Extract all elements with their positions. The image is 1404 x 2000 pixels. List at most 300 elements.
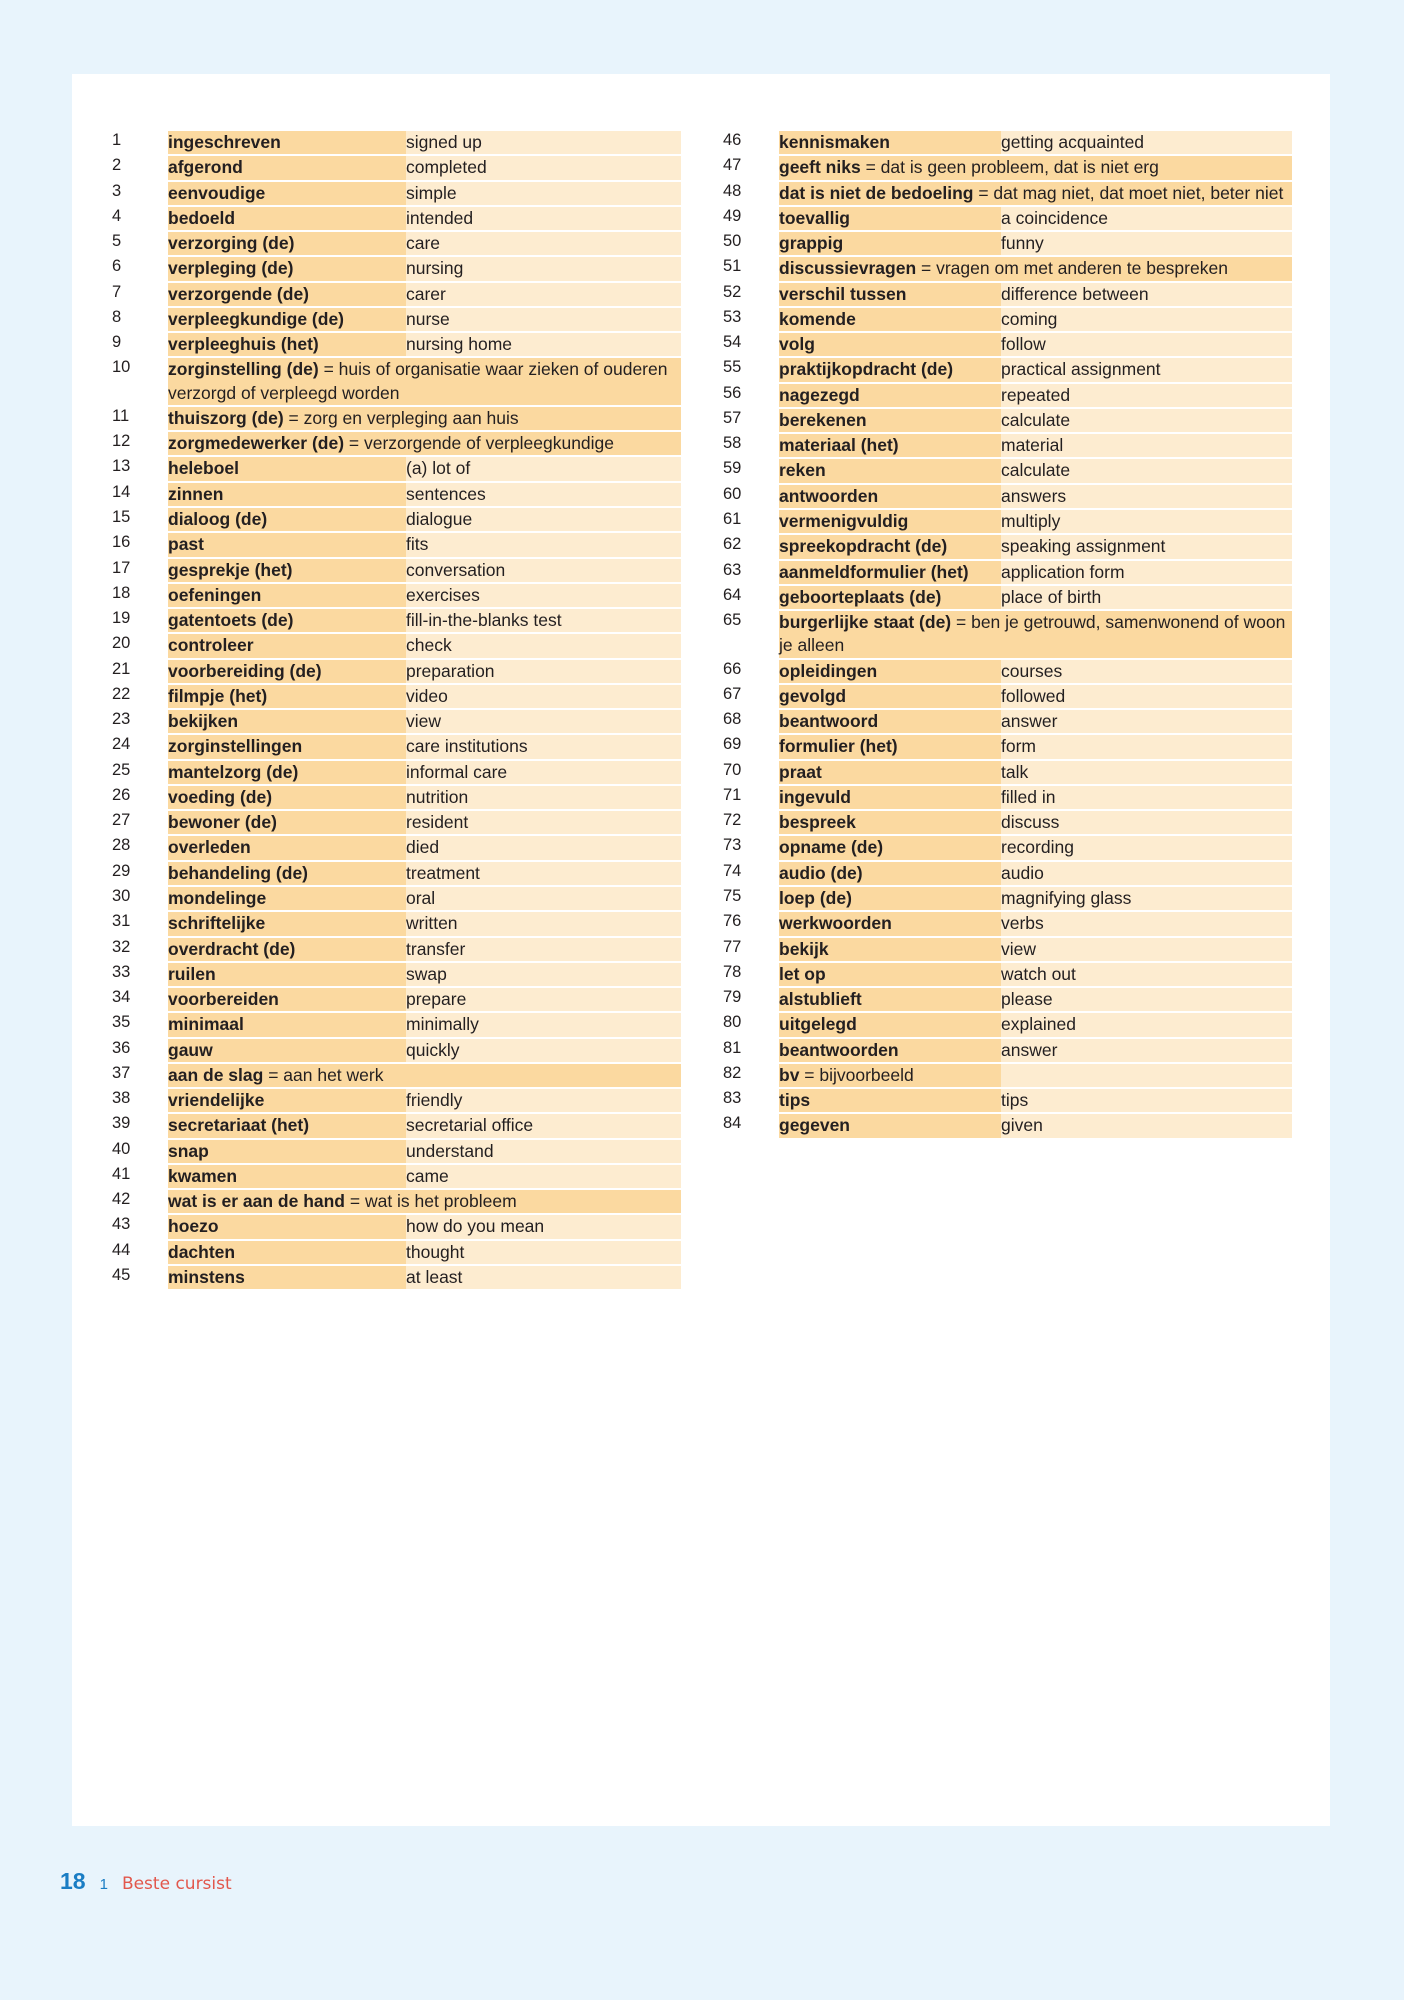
- footer-page-number: 18: [60, 1868, 86, 1894]
- vocab-term: verpleging (de): [168, 257, 406, 280]
- table-row: [723, 182, 1292, 205]
- vocab-term: formulier (het): [779, 735, 1001, 758]
- row-number: 65: [723, 611, 742, 630]
- vocab-term: ruilen: [168, 963, 406, 986]
- row-number: 55: [723, 358, 742, 377]
- vocab-term: zorginstellingen: [168, 735, 406, 758]
- row-number: 29: [112, 861, 131, 880]
- row-number: 74: [723, 861, 742, 880]
- vocab-translation: care institutions: [406, 735, 681, 758]
- row-number: 70: [723, 760, 742, 779]
- vocab-translation: understand: [406, 1140, 681, 1163]
- vocab-translation: answer: [1001, 710, 1292, 733]
- table-row: [723, 887, 1292, 910]
- table-row: [723, 535, 1292, 558]
- table-row: [112, 257, 681, 280]
- vocab-term: [779, 1064, 1001, 1087]
- table-row: [112, 710, 681, 733]
- row-number: 28: [112, 836, 131, 855]
- vocab-term: behandeling (de): [168, 862, 406, 885]
- vocab-term: bedoeld: [168, 207, 406, 230]
- vocab-term: heleboel: [168, 457, 406, 480]
- vocab-definition: = aan het werk: [263, 1064, 384, 1085]
- row-number: 2: [112, 156, 122, 175]
- vocab-term: uitgelegd: [779, 1013, 1001, 1036]
- table-row: [723, 938, 1292, 961]
- table-row: [112, 761, 681, 784]
- vocab-term: zinnen: [168, 483, 406, 506]
- vocab-term: opname (de): [779, 836, 1001, 859]
- row-number: 36: [112, 1038, 131, 1057]
- table-row: [112, 887, 681, 910]
- vocab-term: toevallig: [779, 207, 1001, 230]
- table-row: [723, 358, 1292, 381]
- table-row: [112, 938, 681, 961]
- vocab-term: beantwoord: [779, 710, 1001, 733]
- vocab-term: bekijken: [168, 710, 406, 733]
- vocab-term: overdracht (de): [168, 938, 406, 961]
- table-row: [723, 156, 1292, 179]
- vocab-translation: coming: [1001, 308, 1292, 331]
- vocab-term: dialoog (de): [168, 508, 406, 531]
- row-number: 46: [723, 131, 742, 149]
- row-number: 54: [723, 333, 742, 352]
- vocab-term: tips: [779, 1089, 1001, 1112]
- vocab-translation: practical assignment: [1001, 358, 1292, 381]
- row-number: 51: [723, 257, 742, 276]
- table-row: [112, 232, 681, 255]
- footer-chapter-number: 1: [99, 1876, 108, 1893]
- vocabulary-column-left: [112, 129, 681, 1291]
- table-row: [723, 1089, 1292, 1112]
- vocab-term: aanmeldformulier (het): [779, 561, 1001, 584]
- table-row: [723, 811, 1292, 834]
- vocab-term: ingeschreven: [168, 131, 406, 154]
- table-row: [112, 1013, 681, 1036]
- row-number: 41: [112, 1164, 131, 1183]
- table-row: [723, 685, 1292, 708]
- vocab-term: let op: [779, 963, 1001, 986]
- row-number: 80: [723, 1013, 742, 1032]
- vocab-term: voeding (de): [168, 786, 406, 809]
- vocab-translation: discuss: [1001, 811, 1292, 834]
- vocab-translation: answer: [1001, 1039, 1292, 1062]
- vocab-entry-full: [168, 432, 681, 455]
- vocab-term: secretariaat (het): [168, 1114, 406, 1137]
- vocab-translation: video: [406, 685, 681, 708]
- table-row: [723, 786, 1292, 809]
- table-row: [723, 586, 1292, 609]
- vocab-term: gevolgd: [779, 685, 1001, 708]
- vocab-translation: died: [406, 836, 681, 859]
- vocab-translation: [1001, 1064, 1292, 1087]
- vocab-term: voorbereiding (de): [168, 660, 406, 683]
- row-number: 16: [112, 533, 131, 552]
- vocab-term-bold: bv: [779, 1064, 800, 1085]
- vocab-translation: fill-in-the-blanks test: [406, 609, 681, 632]
- row-number: 18: [112, 583, 131, 602]
- table-row: [723, 485, 1292, 508]
- table-row: [723, 561, 1292, 584]
- row-number: 19: [112, 609, 131, 628]
- vocab-term: mondelinge: [168, 887, 406, 910]
- table-row: [112, 283, 681, 306]
- table-row: [112, 735, 681, 758]
- vocab-term: nagezegd: [779, 384, 1001, 407]
- vocab-term: past: [168, 533, 406, 556]
- vocab-term: gegeven: [779, 1114, 1001, 1137]
- row-number: 6: [112, 257, 122, 276]
- row-number: 40: [112, 1139, 131, 1158]
- vocab-translation: speaking assignment: [1001, 535, 1292, 558]
- vocab-translation: nursing: [406, 257, 681, 280]
- row-number: 71: [723, 785, 742, 804]
- row-number: 30: [112, 886, 131, 905]
- vocab-term: discussievragen: [779, 258, 917, 279]
- vocab-translation: conversation: [406, 559, 681, 582]
- vocabulary-column-right: [723, 129, 1292, 1291]
- vocab-translation: talk: [1001, 761, 1292, 784]
- vocab-translation: completed: [406, 156, 681, 179]
- vocab-term: komende: [779, 308, 1001, 331]
- table-row: [723, 1114, 1292, 1137]
- table-row: [112, 483, 681, 506]
- vocab-term: gatentoets (de): [168, 609, 406, 632]
- row-number: 56: [723, 383, 742, 402]
- vocab-translation: application form: [1001, 561, 1292, 584]
- vocab-entry-full: [779, 182, 1292, 205]
- vocab-term: mantelzorg (de): [168, 761, 406, 784]
- table-row: [112, 1266, 681, 1289]
- vocab-definition: = dat mag niet, dat moet niet, beter niet: [973, 182, 1284, 203]
- vocab-term: schriftelijke: [168, 912, 406, 935]
- vocab-definition: = zorg en verpleging aan huis: [283, 407, 519, 428]
- row-number: 78: [723, 962, 742, 981]
- vocab-term: bekijk: [779, 938, 1001, 961]
- vocab-term: verzorging (de): [168, 232, 406, 255]
- vocab-translation: informal care: [406, 761, 681, 784]
- table-row: [112, 1140, 681, 1163]
- vocab-term: bespreek: [779, 811, 1001, 834]
- row-number: 61: [723, 509, 742, 528]
- table-row: [112, 862, 681, 885]
- vocab-translation: form: [1001, 735, 1292, 758]
- table-row: [112, 207, 681, 230]
- vocab-translation: view: [406, 710, 681, 733]
- table-row: [112, 1165, 681, 1188]
- row-number: 58: [723, 434, 742, 453]
- table-row: [112, 508, 681, 531]
- row-number: 50: [723, 232, 742, 251]
- vocab-translation: signed up: [406, 131, 681, 154]
- row-number: 67: [723, 684, 742, 703]
- table-row: [723, 333, 1292, 356]
- table-row: [723, 1039, 1292, 1062]
- row-number: 33: [112, 962, 131, 981]
- row-number: 83: [723, 1089, 742, 1108]
- vocab-term: beantwoorden: [779, 1039, 1001, 1062]
- table-row: [723, 308, 1292, 331]
- vocabulary-table-right: [723, 129, 1292, 1140]
- row-number: 14: [112, 482, 131, 501]
- vocab-term: kennismaken: [779, 131, 1001, 154]
- table-row: [723, 611, 1292, 658]
- vocabulary-content: [112, 129, 1292, 1291]
- row-number: 38: [112, 1089, 131, 1108]
- footer-chapter-title: Beste cursist: [121, 1874, 232, 1894]
- vocab-translation: (a) lot of: [406, 457, 681, 480]
- vocab-translation: care: [406, 232, 681, 255]
- row-number: 37: [112, 1063, 131, 1082]
- table-row: [723, 836, 1292, 859]
- vocab-definition: = wat is het probleem: [345, 1191, 517, 1212]
- table-row: [112, 432, 681, 455]
- vocab-term: ingevuld: [779, 786, 1001, 809]
- vocab-term: minstens: [168, 1266, 406, 1289]
- vocab-term: hoezo: [168, 1215, 406, 1238]
- row-number: 44: [112, 1240, 131, 1259]
- vocab-term: dachten: [168, 1241, 406, 1264]
- vocab-term: geboorteplaats (de): [779, 586, 1001, 609]
- vocab-translation: followed: [1001, 685, 1292, 708]
- table-row: [112, 1064, 681, 1087]
- vocab-term: verzorgende (de): [168, 283, 406, 306]
- table-row: [723, 131, 1292, 154]
- row-number: 22: [112, 684, 131, 703]
- row-number: 10: [112, 358, 131, 377]
- vocab-term: loep (de): [779, 887, 1001, 910]
- vocab-term: gesprekje (het): [168, 559, 406, 582]
- vocab-definition: = verzorgende of verpleegkundige: [344, 433, 615, 454]
- vocab-term: thuiszorg (de): [168, 407, 284, 428]
- table-row: [112, 912, 681, 935]
- vocabulary-table-left: [112, 129, 681, 1291]
- vocab-translation: calculate: [1001, 459, 1292, 482]
- table-row: [723, 988, 1292, 1011]
- row-number: 66: [723, 659, 742, 678]
- table-row: [112, 308, 681, 331]
- table-row: [112, 333, 681, 356]
- vocab-term: volg: [779, 333, 1001, 356]
- vocab-translation: how do you mean: [406, 1215, 681, 1238]
- vocab-definition: = huis of organisatie waar zieken of ouderen verzorgd of verpleegd worden: [168, 359, 668, 403]
- table-row: [723, 409, 1292, 432]
- row-number: 75: [723, 886, 742, 905]
- vocab-term: verpleegkundige (de): [168, 308, 406, 331]
- vocab-term: opleidingen: [779, 660, 1001, 683]
- vocab-translation: treatment: [406, 862, 681, 885]
- vocab-translation: filled in: [1001, 786, 1292, 809]
- vocab-translation: secretarial office: [406, 1114, 681, 1137]
- table-row: [112, 609, 681, 632]
- vocab-translation: sentences: [406, 483, 681, 506]
- table-row: [723, 232, 1292, 255]
- vocab-translation: place of birth: [1001, 586, 1292, 609]
- vocab-translation: fits: [406, 533, 681, 556]
- row-number: 31: [112, 912, 131, 931]
- vocab-term: praktijkopdracht (de): [779, 358, 1001, 381]
- vocab-term: overleden: [168, 836, 406, 859]
- vocab-term: wat is er aan de hand: [168, 1191, 345, 1212]
- vocab-translation: resident: [406, 811, 681, 834]
- vocab-term: snap: [168, 1140, 406, 1163]
- table-row: [112, 156, 681, 179]
- row-number: 11: [112, 406, 130, 425]
- vocab-translation: given: [1001, 1114, 1292, 1137]
- vocab-translation: a coincidence: [1001, 207, 1292, 230]
- vocab-definition: = dat is geen probleem, dat is niet erg: [860, 157, 1159, 178]
- vocab-term: vermenigvuldig: [779, 510, 1001, 533]
- vocab-term: reken: [779, 459, 1001, 482]
- row-number: 47: [723, 156, 742, 175]
- vocab-translation: simple: [406, 182, 681, 205]
- vocab-term: audio (de): [779, 862, 1001, 885]
- row-number: 49: [723, 206, 742, 225]
- row-number: 81: [723, 1038, 742, 1057]
- vocab-term: berekenen: [779, 409, 1001, 432]
- row-number: 21: [112, 659, 131, 678]
- row-number: 72: [723, 811, 742, 830]
- row-number: 9: [112, 333, 122, 352]
- vocab-term: verschil tussen: [779, 283, 1001, 306]
- table-row: [112, 988, 681, 1011]
- row-number: 63: [723, 560, 742, 579]
- row-number: 62: [723, 535, 742, 554]
- vocab-term: afgerond: [168, 156, 406, 179]
- table-row: [112, 1215, 681, 1238]
- vocab-entry-full: [168, 1064, 681, 1087]
- row-number: 48: [723, 181, 742, 200]
- vocab-term: praat: [779, 761, 1001, 784]
- vocab-translation: transfer: [406, 938, 681, 961]
- table-row: [723, 510, 1292, 533]
- vocab-translation: thought: [406, 1241, 681, 1264]
- row-number: 13: [112, 457, 131, 476]
- vocab-translation: funny: [1001, 232, 1292, 255]
- vocab-translation: view: [1001, 938, 1292, 961]
- row-number: 60: [723, 484, 742, 503]
- row-number: 8: [112, 307, 122, 326]
- vocab-translation: difference between: [1001, 283, 1292, 306]
- table-row: [112, 1039, 681, 1062]
- table-row: [112, 786, 681, 809]
- vocab-term: verpleeghuis (het): [168, 333, 406, 356]
- row-number: 5: [112, 232, 122, 251]
- vocab-term: voorbereiden: [168, 988, 406, 1011]
- row-number: 57: [723, 408, 742, 427]
- row-number: 39: [112, 1114, 131, 1133]
- vocab-translation: explained: [1001, 1013, 1292, 1036]
- vocab-translation: follow: [1001, 333, 1292, 356]
- vocab-translation: tips: [1001, 1089, 1292, 1112]
- table-row: [723, 862, 1292, 885]
- row-number: 32: [112, 937, 131, 956]
- vocab-translation: oral: [406, 887, 681, 910]
- vocab-translation: preparation: [406, 660, 681, 683]
- vocab-translation: please: [1001, 988, 1292, 1011]
- vocab-term: geeft niks: [779, 157, 861, 178]
- table-row: [112, 836, 681, 859]
- table-row: [112, 685, 681, 708]
- vocab-translation: getting acquainted: [1001, 131, 1292, 154]
- vocab-translation: nurse: [406, 308, 681, 331]
- table-row: [112, 131, 681, 154]
- vocab-term: gauw: [168, 1039, 406, 1062]
- vocab-translation: exercises: [406, 584, 681, 607]
- vocab-definition: = vragen om met anderen te bespreken: [916, 258, 1228, 279]
- vocab-entry-full: [168, 407, 681, 430]
- row-number: 64: [723, 585, 742, 604]
- table-row: [112, 182, 681, 205]
- table-row: [723, 912, 1292, 935]
- table-row: [723, 710, 1292, 733]
- vocab-translation: verbs: [1001, 912, 1292, 935]
- vocab-translation: audio: [1001, 862, 1292, 885]
- vocab-translation: nursing home: [406, 333, 681, 356]
- table-row: [112, 634, 681, 657]
- row-number: 84: [723, 1114, 742, 1133]
- vocab-entry-full: [779, 611, 1292, 658]
- vocab-translation: answers: [1001, 485, 1292, 508]
- row-number: 12: [112, 432, 131, 451]
- vocab-translation: multiply: [1001, 510, 1292, 533]
- row-number: 24: [112, 735, 131, 754]
- table-row: [112, 963, 681, 986]
- vocab-translation: friendly: [406, 1089, 681, 1112]
- vocab-translation: recording: [1001, 836, 1292, 859]
- vocab-term: grappig: [779, 232, 1001, 255]
- table-row: [723, 283, 1292, 306]
- vocab-translation: intended: [406, 207, 681, 230]
- vocab-translation: quickly: [406, 1039, 681, 1062]
- table-row: [723, 384, 1292, 407]
- vocab-term: filmpje (het): [168, 685, 406, 708]
- vocab-term: zorgmedewerker (de): [168, 433, 345, 454]
- vocab-translation: watch out: [1001, 963, 1292, 986]
- row-number: 79: [723, 988, 742, 1007]
- vocab-term: spreekopdracht (de): [779, 535, 1001, 558]
- vocab-term: werkwoorden: [779, 912, 1001, 935]
- table-row: [112, 811, 681, 834]
- table-row: [112, 358, 681, 405]
- vocab-translation: courses: [1001, 660, 1292, 683]
- vocab-term: alstublieft: [779, 988, 1001, 1011]
- vocab-term: zorginstelling (de): [168, 359, 319, 380]
- row-number: 82: [723, 1063, 742, 1082]
- vocab-translation: material: [1001, 434, 1292, 457]
- table-row: [112, 1114, 681, 1137]
- vocab-term: eenvoudige: [168, 182, 406, 205]
- vocab-term-note: = bijvoorbeeld: [799, 1064, 914, 1085]
- vocab-term: oefeningen: [168, 584, 406, 607]
- row-number: 4: [112, 206, 122, 225]
- row-number: 52: [723, 282, 742, 301]
- row-number: 15: [112, 507, 131, 526]
- row-number: 77: [723, 937, 742, 956]
- row-number: 69: [723, 735, 742, 754]
- vocab-translation: repeated: [1001, 384, 1292, 407]
- row-number: 27: [112, 811, 131, 830]
- vocab-entry-full: [168, 358, 681, 405]
- table-row: [723, 1013, 1292, 1036]
- table-row: [723, 660, 1292, 683]
- vocab-entry-full: [779, 156, 1292, 179]
- vocab-translation: at least: [406, 1266, 681, 1289]
- row-number: 53: [723, 307, 742, 326]
- table-row: [723, 963, 1292, 986]
- vocab-translation: dialogue: [406, 508, 681, 531]
- table-row: [112, 457, 681, 480]
